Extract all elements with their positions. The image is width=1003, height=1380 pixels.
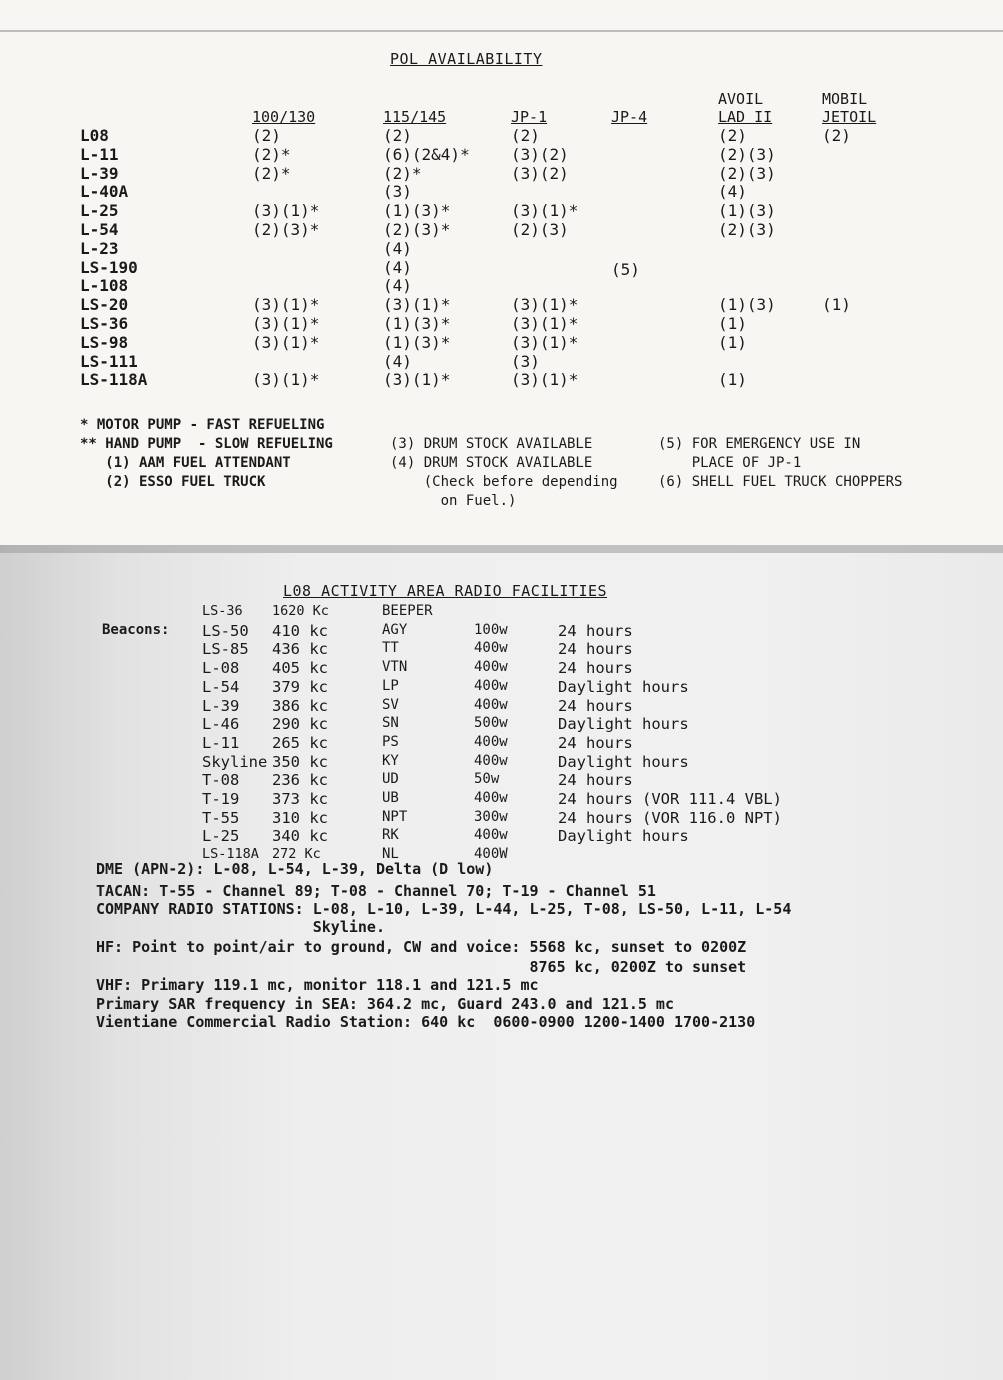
- beacon-site: L-11: [202, 733, 240, 752]
- legend-line: (5) FOR EMERGENCY USE IN: [658, 436, 861, 452]
- beacon-frequency: 265 kc: [272, 733, 328, 752]
- pol-site: L-39: [80, 163, 119, 183]
- pol-site: LS-190: [80, 257, 138, 277]
- beacon-ident: SV: [382, 696, 399, 713]
- legend-line: (6) SHELL FUEL TRUCK CHOPPERS: [658, 474, 903, 490]
- pol-cell: (3)(2): [511, 144, 569, 164]
- beacon-hours: 24 hours (VOR 111.4 VBL): [558, 790, 782, 808]
- pol-cell: (3)(1)*: [252, 370, 320, 390]
- pol-cell: (2)*: [252, 144, 291, 164]
- legend-line: on Fuel.): [390, 493, 517, 509]
- beacon-hours: 24 hours: [558, 621, 633, 640]
- beacon-power: 100w: [474, 621, 508, 638]
- pol-cell: (3)(1)*: [511, 201, 579, 221]
- beacon-ident: SN: [382, 715, 399, 732]
- pol-cell: (1)(3)*: [383, 332, 451, 352]
- pol-cell: (4): [383, 276, 412, 296]
- pol-cell: (4): [383, 257, 412, 277]
- radio-note-line: Skyline.: [96, 918, 385, 936]
- pol-header-top: MOBIL: [822, 90, 868, 108]
- beacon-ident: KY: [382, 752, 399, 769]
- radio-note-line: VHF: Primary 119.1 mc, monitor 118.1 and 121.5 mc: [96, 976, 539, 994]
- pol-cell: (2)(3): [511, 220, 569, 239]
- beacon-frequency: 379 kc: [272, 677, 328, 696]
- pol-site: L-40A: [80, 182, 129, 202]
- pol-cell: (2): [252, 126, 281, 145]
- beacon-hours: 24 hours: [558, 733, 633, 752]
- radio-note-line: 8765 kc, 0200Z to sunset: [96, 958, 747, 976]
- beacon-hours: Daylight hours: [558, 827, 689, 846]
- beacon-frequency: 405 kc: [272, 659, 328, 678]
- beacon-hours: Daylight hours: [558, 677, 689, 696]
- beacon-site: LS-50: [202, 621, 249, 640]
- legend-line: (3) DRUM STOCK AVAILABLE: [390, 436, 593, 452]
- legend-line: (2) ESSO FUEL TRUCK: [80, 474, 266, 490]
- beacon-site: T-19: [202, 790, 240, 808]
- beacon-site: LS-118A: [202, 846, 259, 863]
- beacon-site: L-25: [202, 827, 240, 846]
- beacon-ident: NL: [382, 846, 399, 863]
- pol-cell: (3)(1)*: [252, 201, 320, 221]
- pol-cell: (3)(1)*: [252, 314, 320, 333]
- beacon-ident: NPT: [382, 808, 408, 825]
- beacon-power: 400w: [474, 733, 508, 750]
- beacon-site: T-08: [202, 771, 240, 790]
- pol-cell: (3)(1)*: [511, 370, 579, 390]
- pol-header: JETOIL: [822, 108, 877, 126]
- pol-site: LS-20: [80, 295, 129, 315]
- legend-line: (1) AAM FUEL ATTENDANT: [80, 455, 291, 471]
- pol-cell: (2)(3)*: [252, 220, 320, 239]
- beacon-hours: 24 hours (VOR 116.0 NPT): [558, 808, 782, 827]
- beacon-site: L-46: [202, 715, 240, 734]
- beacon-frequency: 272 Kc: [272, 846, 321, 863]
- radio-note-line: Primary SAR frequency in SEA: 364.2 mc, Guard 243.0 and 121.5 mc: [96, 995, 674, 1013]
- pol-cell: (1): [718, 332, 747, 352]
- pol-cell: (1)(3): [718, 201, 776, 221]
- pol-cell: (1)(3)*: [383, 201, 451, 221]
- pol-cell: (4): [383, 351, 412, 371]
- pol-cell: (3)(2): [511, 163, 569, 183]
- pol-cell: (2)(3): [718, 163, 776, 183]
- beacon-site: L-08: [202, 659, 240, 678]
- radio-note-line: Vientiane Commercial Radio Station: 640 kc 0600-0900 1200-1400 1700-2130: [96, 1013, 756, 1031]
- pol-site: LS-118A: [80, 370, 148, 390]
- beacons-label: Beacons:: [102, 622, 170, 638]
- pol-site: L-23: [80, 238, 119, 258]
- pol-cell: (3)(1)*: [252, 295, 320, 315]
- beacon-ident: LP: [382, 677, 399, 694]
- pol-site: L08: [80, 126, 109, 145]
- beacon-frequency: 436 kc: [272, 640, 328, 659]
- legend-line: (Check before depending: [390, 474, 618, 490]
- beacon-power: 400w: [474, 677, 508, 694]
- beacon-ident: UB: [382, 790, 399, 806]
- pol-cell: (3)(1)*: [511, 314, 579, 333]
- pol-cell: (4): [718, 182, 747, 202]
- beacon-ident: UD: [382, 771, 399, 788]
- pol-site: L-108: [80, 276, 129, 296]
- beacon-frequency: 236 kc: [272, 771, 328, 790]
- beacon-frequency: 1620 Kc: [272, 603, 329, 619]
- pol-cell: (1): [718, 370, 747, 390]
- pol-cell: (3): [383, 182, 412, 202]
- pol-cell: (5): [611, 259, 640, 279]
- pol-header-top: AVOIL: [718, 90, 764, 108]
- beacon-frequency: 386 kc: [272, 696, 328, 715]
- radio-note-line: DME (APN-2): L-08, L-54, L-39, Delta (D low): [96, 860, 494, 878]
- beacon-site: L-54: [202, 677, 240, 696]
- beacon-hours: Daylight hours: [558, 752, 689, 771]
- pol-site: LS-36: [80, 314, 129, 333]
- beacon-site: T-55: [202, 808, 240, 827]
- pol-cell: (2): [718, 126, 747, 145]
- pol-header: 115/145: [383, 108, 447, 126]
- beacon-frequency: 410 kc: [272, 621, 328, 640]
- beacon-ident: PS: [382, 733, 399, 750]
- pol-site: L-11: [80, 144, 119, 164]
- pol-cell: (6)(2&4)*: [383, 144, 470, 164]
- beacon-site: LS-85: [202, 640, 249, 659]
- pol-cell: (3)(1)*: [252, 332, 320, 352]
- beacon-ident: AGY: [382, 621, 408, 638]
- pol-header: JP-1: [511, 108, 548, 126]
- beacon-hours: Daylight hours: [558, 715, 689, 734]
- pol-cell: (2)(3): [718, 144, 776, 164]
- beacon-ident: RK: [382, 827, 399, 844]
- beacon-hours: 24 hours: [558, 771, 633, 790]
- legend-line: * MOTOR PUMP - FAST REFUELING: [80, 417, 325, 433]
- pol-site: LS-111: [80, 351, 138, 371]
- beacon-power: 400w: [474, 640, 508, 657]
- pol-cell: (3)(1)*: [383, 295, 451, 315]
- pol-cell: (2): [511, 126, 540, 145]
- pol-site: L-25: [80, 201, 119, 221]
- pol-cell: (2)*: [252, 163, 291, 183]
- beacon-frequency: 340 kc: [272, 827, 328, 846]
- beacon-frequency: 290 kc: [272, 715, 328, 734]
- pol-cell: (2)(3)*: [383, 220, 451, 239]
- pol-cell: (1): [822, 295, 851, 315]
- radio-note-line: HF: Point to point/air to ground, CW and voice: 5568 kc, sunset to 0200Z: [96, 938, 747, 956]
- beacon-hours: 24 hours: [558, 696, 633, 715]
- beacon-power: 400w: [474, 827, 508, 844]
- pol-cell: (3)(1)*: [511, 332, 579, 352]
- beacon-ident: TT: [382, 640, 399, 657]
- legend-line: PLACE OF JP-1: [658, 455, 802, 471]
- pol-site: L-54: [80, 220, 119, 239]
- pol-header: LAD II: [718, 108, 773, 126]
- pol-cell: (3): [511, 351, 540, 371]
- radio-note-line: COMPANY RADIO STATIONS: L-08, L-10, L-39, L-44, L-25, T-08, LS-50, L-11, L-54: [96, 900, 792, 918]
- radio-note-line: TACAN: T-55 - Channel 89; T-08 - Channel 70; T-19 - Channel 51: [96, 882, 656, 900]
- beacon-power: 400w: [474, 790, 508, 806]
- pol-site: LS-98: [80, 332, 129, 352]
- pol-header: 100/130: [252, 108, 316, 126]
- scan-tear-edge: [0, 545, 1003, 553]
- pol-cell: (3)(1)*: [383, 370, 451, 390]
- beacon-power: 400w: [474, 696, 508, 713]
- beacon-power: 400w: [474, 659, 508, 676]
- pol-cell: (1)(3): [718, 295, 776, 315]
- beacon-ident: BEEPER: [382, 603, 433, 619]
- beacon-power: 300w: [474, 808, 508, 825]
- top-edge-line: [0, 30, 1003, 32]
- beacon-ident: VTN: [382, 659, 408, 676]
- legend-line: ** HAND PUMP - SLOW REFUELING: [80, 436, 333, 452]
- beacon-power: 400W: [474, 846, 508, 863]
- pol-cell: (4): [383, 238, 412, 258]
- pol-cell: (2)(3): [718, 220, 776, 239]
- beacon-power: 400w: [474, 752, 508, 769]
- beacon-power: 50w: [474, 771, 500, 788]
- beacon-frequency: 350 kc: [272, 752, 328, 771]
- pol-cell: (3)(1)*: [511, 295, 579, 315]
- pol-cell: (1)(3)*: [383, 314, 451, 333]
- beacon-site: LS-36: [202, 603, 243, 619]
- radio-title: L08 ACTIVITY AREA RADIO FACILITIES: [283, 582, 608, 600]
- beacon-frequency: 373 kc: [272, 790, 328, 808]
- beacon-site: L-39: [202, 696, 240, 715]
- beacon-frequency: 310 kc: [272, 808, 328, 827]
- pol-header: JP-4: [611, 108, 648, 126]
- beacon-site: Skyline: [202, 752, 268, 771]
- beacon-power: 500w: [474, 715, 508, 732]
- legend-line: (4) DRUM STOCK AVAILABLE: [390, 455, 593, 471]
- pol-cell: (2): [822, 126, 851, 145]
- pol-cell: (2): [383, 126, 412, 145]
- beacon-hours: 24 hours: [558, 659, 633, 678]
- beacon-hours: 24 hours: [558, 640, 633, 659]
- pol-cell: (1): [718, 314, 747, 333]
- pol-cell: (2)*: [383, 163, 422, 183]
- pol-title: POL AVAILABILITY: [390, 50, 543, 68]
